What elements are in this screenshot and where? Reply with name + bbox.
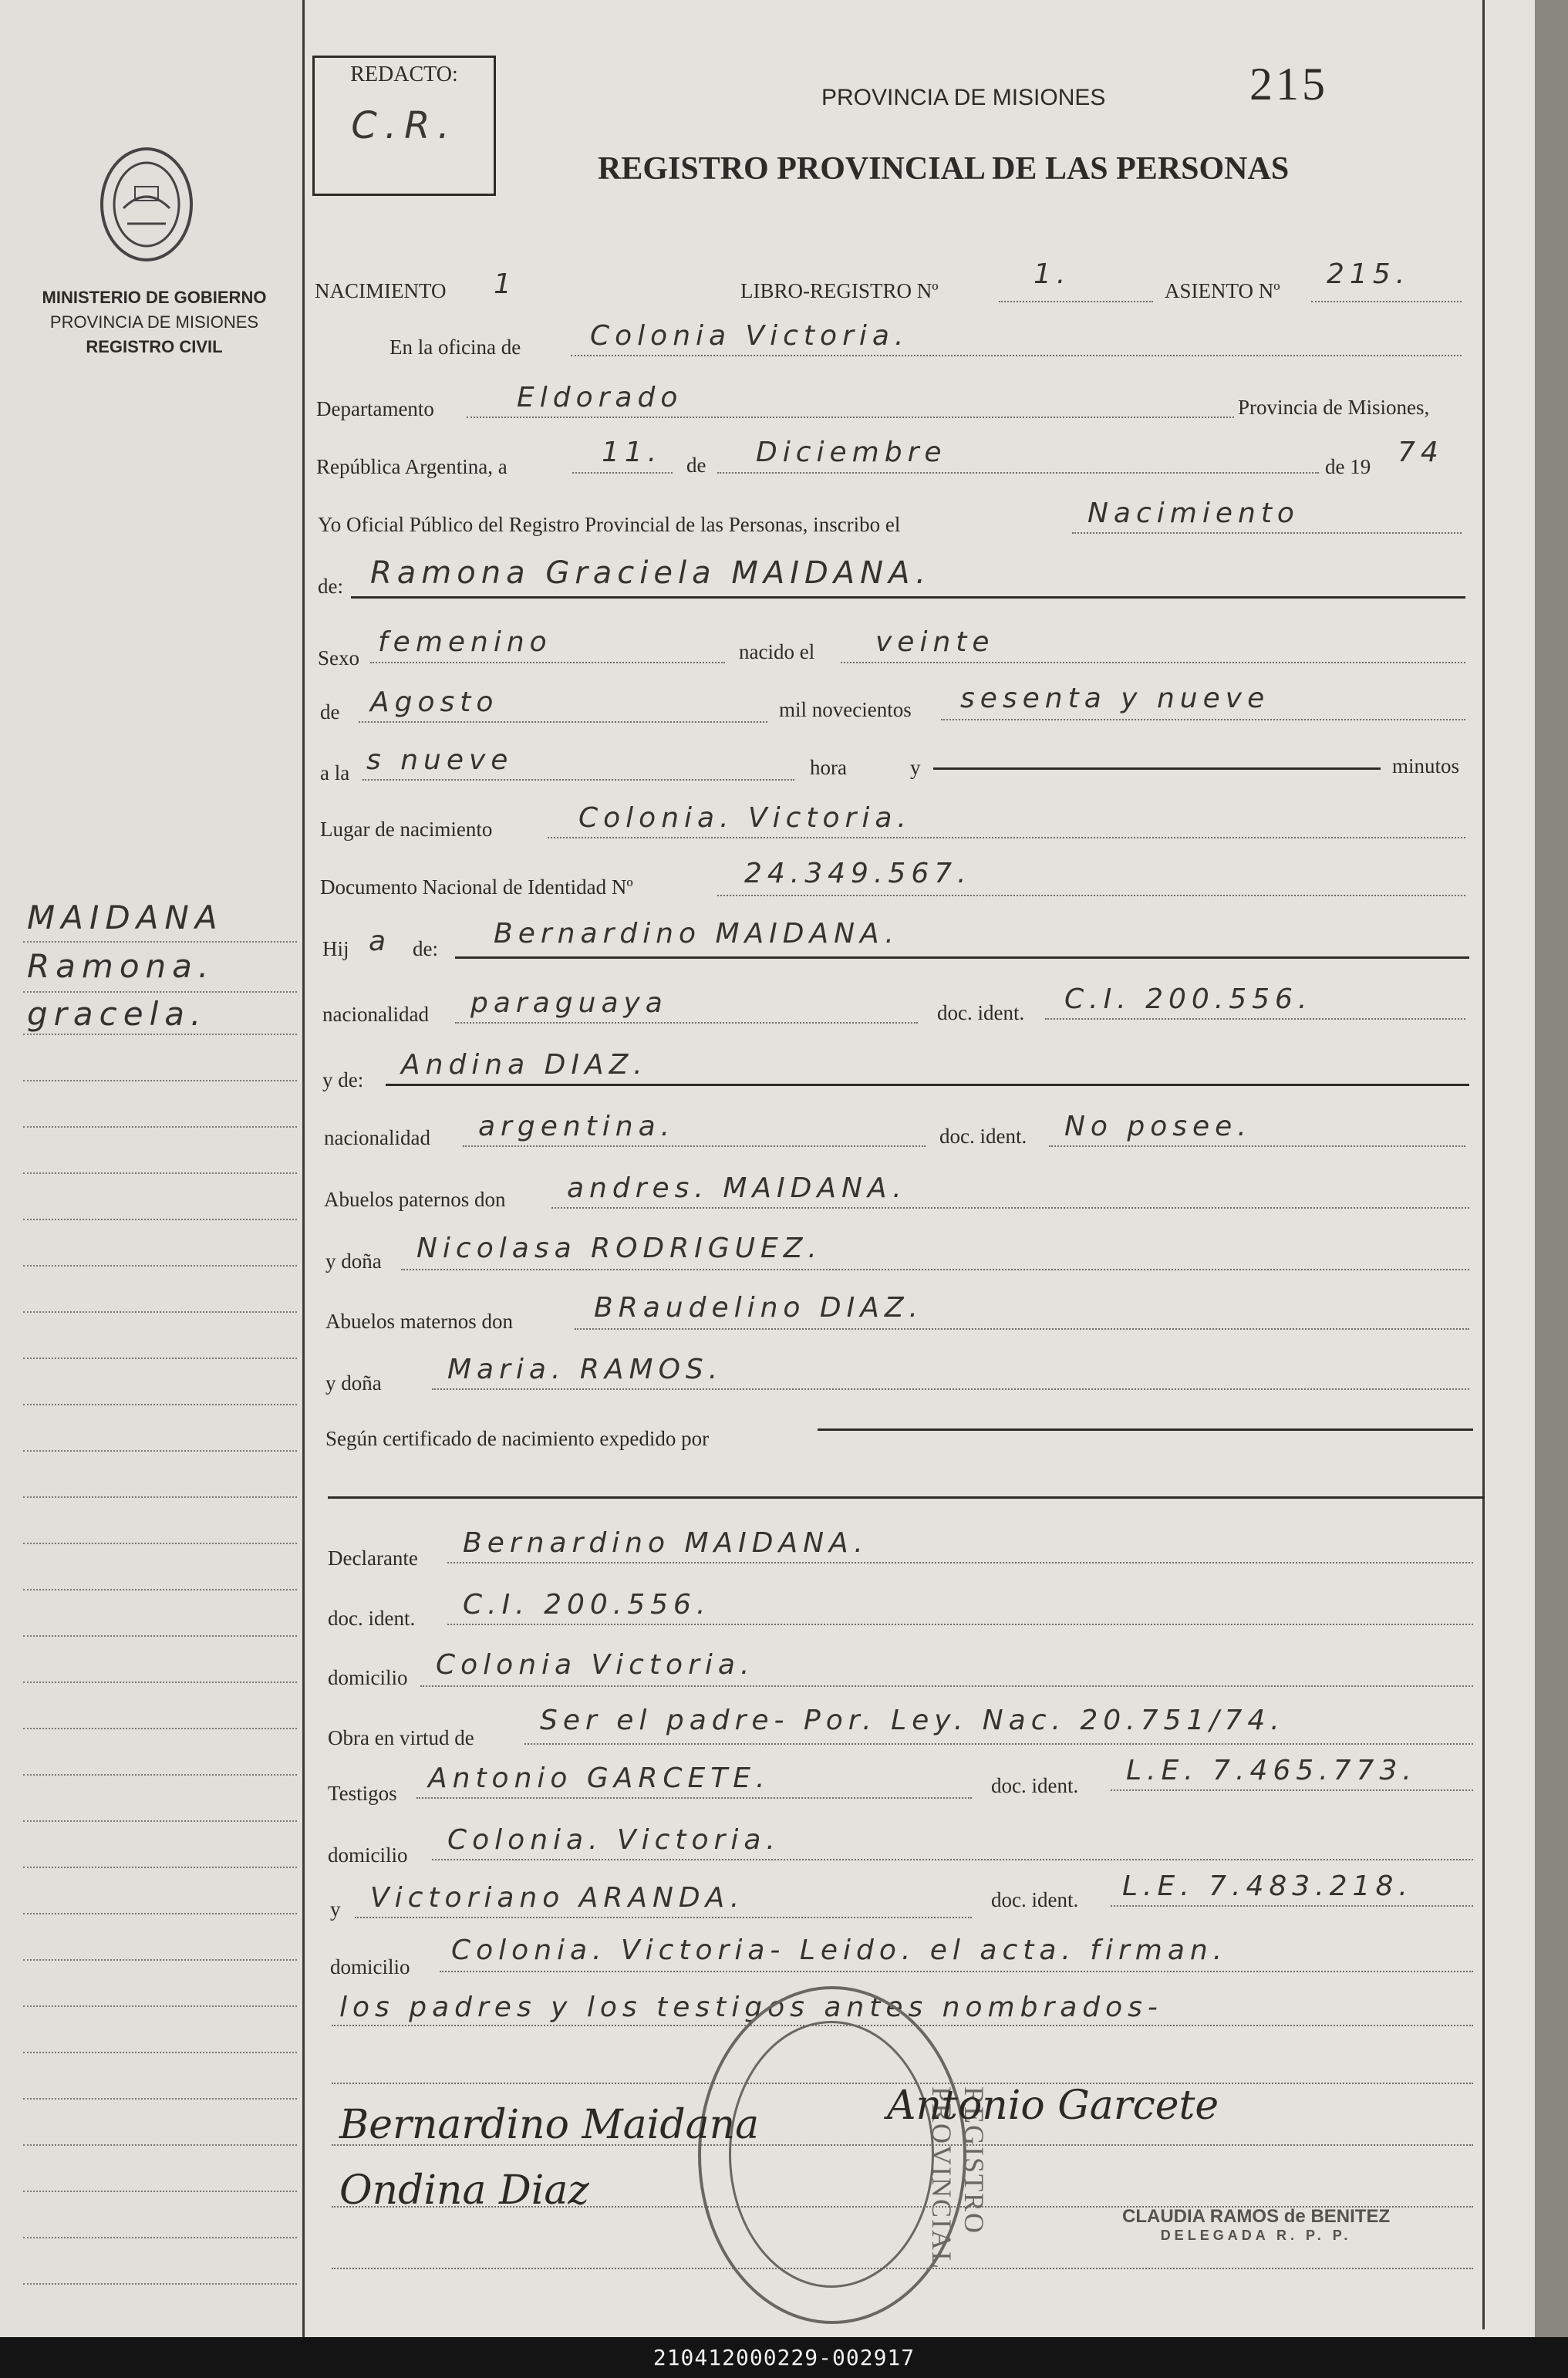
y-testigo2-label: y [330,1897,341,1921]
madre-line [386,1084,1469,1086]
ministry-line-2: PROVINCIA DE MISIONES [49,312,259,332]
margin-line [23,1219,297,1220]
declarante-doc-line [447,1624,1473,1625]
sexo-value: femenino [378,626,552,658]
province-heading: PROVINCIA DE MISIONES [821,85,1106,110]
obra-line [524,1743,1473,1745]
testigos-label: Testigos [328,1782,397,1805]
departamento-label: Departamento [316,397,434,420]
padre-line [455,956,1469,959]
section-divider [328,1496,1485,1499]
margin-line [23,1635,297,1637]
margin-line [23,1820,297,1822]
declarante-line [447,1562,1473,1563]
oficial-text: Yo Oficial Público del Registro Provincial de las Personas, inscribo el [318,513,901,536]
margin-line [23,2191,297,2192]
signature-mother: Ondina Diaz [339,2167,589,2214]
abuela-mat-line [432,1388,1469,1390]
de-nombre-label: de: [318,575,343,598]
republica-label: República Argentina, a [316,455,507,478]
margin-line [23,1080,297,1081]
nombre-line [351,596,1465,599]
signature-father: Bernardino Maidana [339,2102,760,2148]
signature-witness: Antonio Garcete [887,2083,1219,2129]
margin-line [23,1543,297,1544]
provincial-seal-icon [93,139,201,270]
oficina-value: Colonia Victoria. [590,320,909,352]
testigo2-line [355,1917,972,1918]
official-name: CLAUDIA RAMOS de BENITEZ [1122,2206,1391,2227]
abuelos-mat-label: Abuelos maternos don [325,1310,513,1333]
margin-line [23,1589,297,1590]
hij-label: Hij [322,937,349,960]
margin-line [23,2283,297,2285]
margin-middlename: gracela. [27,995,207,1033]
nacimiento-label: NACIMIENTO [315,279,447,302]
abuelo-mat-line [575,1328,1469,1330]
madre-doc-value: No posee. [1064,1111,1252,1142]
margin-line [23,1867,297,1868]
provincia-label: Provincia de Misiones, [1238,396,1430,419]
padre-doc-value: C.I. 200.556. [1064,983,1313,1015]
margin-surname: MAIDANA [27,899,224,936]
margin-line [23,1172,297,1174]
page-number: 215 [1249,59,1328,110]
segun-line [818,1428,1473,1431]
padre-nac-line [455,1022,918,1024]
padre-docid-label: doc. ident. [937,1001,1025,1024]
anio-label: de 19 [1325,455,1371,478]
hora-line [362,779,794,781]
testigo1-docid-label: doc. ident. [991,1774,1079,1797]
official-name-stamp [1122,2206,1390,2244]
declarante-dom-line [420,1685,1473,1687]
sexo-label: Sexo [318,646,359,670]
mes-nac-value: Agosto [370,686,499,718]
dia-line [572,472,673,474]
abuelo-mat-value: BRaudelino DIAZ. [594,1292,923,1324]
margin-line [23,1959,297,1961]
ministry-block [15,285,293,359]
alas-value: s nueve [366,744,514,776]
madre-doc-line [1049,1145,1465,1147]
declarante-dom-value: Colonia Victoria. [436,1649,755,1681]
obra-label: Obra en virtud de [328,1726,474,1749]
departamento-value: Eldorado [517,382,683,413]
margin-line [23,1681,297,1683]
nacido-line [841,662,1465,663]
testigo1-value: Antonio GARCETE. [428,1762,771,1794]
stamp-text: REGISTRO PROVINCIAL [926,2086,990,2271]
abuela-pat-line [401,1269,1469,1270]
inscribo-line [1072,532,1462,534]
libro-value: 1. [1034,258,1071,290]
margin-line [23,1774,297,1776]
hij-suffix: a [369,926,392,957]
cierre-value: los padres y los testigos antes nombrados- [339,1992,1163,2023]
dia-value: 11. [602,437,663,468]
margin-line [23,1311,297,1313]
margin-line [23,1913,297,1914]
asiento-label: ASIENTO Nº [1165,279,1280,302]
footer-code: 210412000229-002917 [652,2345,916,2370]
yde-label: y de: [322,1068,364,1091]
lugar-label: Lugar de nacimiento [320,818,493,841]
margin-line [23,1265,297,1267]
padre-nac-label: nacionalidad [322,1003,429,1026]
ydona-pat-label: y doña [325,1250,382,1273]
margin-line [23,1126,297,1128]
abuelo-pat-value: andres. MAIDANA. [567,1172,907,1204]
testigo1-dom-label: domicilio [328,1843,408,1867]
dni-label: Documento Nacional de Identidad Nº [320,875,633,899]
declarante-label: Declarante [328,1547,418,1570]
dni-value: 24.349.567. [744,858,972,889]
madre-docid-label: doc. ident. [939,1125,1027,1148]
mes-nac-line [359,721,767,723]
testigo2-docid-label: doc. ident. [991,1888,1079,1911]
abuelos-pat-label: Abuelos paternos don [324,1188,506,1211]
abuela-mat-value: Maria. RAMOS. [447,1354,723,1385]
testigo1-dom-line [432,1859,1473,1860]
testigo2-dom-label: domicilio [330,1955,410,1978]
abuelo-pat-line [551,1207,1469,1209]
padre-doc-line [1045,1018,1465,1020]
testigo1-doc-value: L.E. 7.465.773. [1126,1755,1417,1786]
madre-value: Andina DIAZ. [401,1049,648,1081]
declarante-docid-label: doc. ident. [328,1607,416,1630]
margin-line [23,2098,297,2100]
testigo2-doc-value: L.E. 7.483.218. [1122,1870,1413,1902]
margin-line [23,1034,297,1035]
testigo1-doc-line [1111,1789,1473,1791]
de-mes-label: de [320,700,340,724]
hij-de-label: de: [413,937,438,960]
mil-label: mil novecientos [779,698,912,721]
mes-value: Diciembre [756,437,947,468]
registry-title: REGISTRO PROVINCIAL DE LAS PERSONAS [598,151,1290,187]
nacido-label: nacido el [739,640,815,663]
testigo1-dom-value: Colonia. Victoria. [447,1824,781,1856]
margin-line [23,1404,297,1405]
lugar-value: Colonia. Victoria. [578,802,912,834]
libro-label: LIBRO-REGISTRO Nº [740,279,939,302]
declarante-dom-label: domicilio [328,1666,408,1689]
redacto-label: REDACTO: [350,62,458,86]
anio-value: 74 [1398,437,1444,468]
de-label: de [686,454,706,477]
margin-firstname: Ramona. [27,947,215,985]
asiento-line [1311,301,1462,302]
lugar-line [548,837,1465,838]
testigo2-doc-line [1111,1905,1473,1907]
margin-line [23,1728,297,1729]
y-label: y [910,756,921,779]
oficina-label: En la oficina de [389,336,521,359]
testigo1-line [416,1797,972,1799]
padre-nac-value: paraguaya [470,987,668,1019]
minutos-line [933,767,1381,770]
testigo2-dom-value: Colonia. Victoria- Leido. el acta. firman. [451,1934,1228,1966]
nombre-value: Ramona Graciela MAIDANA. [370,555,931,591]
margin-line [23,2237,297,2238]
hora-label: hora [810,756,847,779]
margin-line [23,991,297,993]
anio-nac-line [941,719,1465,720]
nacimiento-value: 1 [494,268,517,300]
dni-line [717,895,1465,896]
ydona-mat-label: y doña [325,1371,382,1395]
alas-label: a la [320,761,350,784]
minutos-label: minutos [1392,754,1460,777]
anio-nac-value: sesenta y nueve [960,683,1270,714]
declarante-value: Bernardino MAIDANA. [463,1527,868,1559]
padre-value: Bernardino MAIDANA. [494,918,899,950]
nacido-value: veinte [875,626,995,658]
margin-line [23,1496,297,1498]
declarante-doc-value: C.I. 200.556. [463,1589,711,1621]
abuela-pat-value: Nicolasa RODRIGUEZ. [416,1233,822,1264]
madre-nac-value: argentina. [478,1111,676,1142]
inscribo-value: Nacimiento [1087,498,1300,529]
ministry-line-3: REGISTRO CIVIL [86,337,223,356]
margin-line [23,2052,297,2053]
madre-nac-label: nacionalidad [324,1126,430,1149]
oficina-line [571,355,1462,356]
redacto-value: C.R. [351,104,457,147]
official-round-stamp-inner [729,2021,934,2288]
departamento-line [467,417,1234,418]
madre-nac-line [463,1145,926,1147]
ministry-line-1: MINISTERIO DE GOBIERNO [42,288,267,307]
margin-line [23,2005,297,2007]
margin-line [23,1358,297,1359]
margin-line [23,2144,297,2146]
sexo-line [370,662,725,663]
testigo2-value: Victoriano ARANDA. [370,1882,745,1914]
margin-line [23,941,297,943]
segun-label: Según certificado de nacimiento expedido por [325,1427,710,1450]
margin-line [23,1450,297,1452]
official-title: DELEGADA R. P. P. [1160,2228,1352,2243]
book-edge [1535,0,1568,2337]
testigo2-dom-line [440,1971,1473,1972]
obra-value: Ser el padre- Por. Ley. Nac. 20.751/74. [540,1705,1285,1736]
libro-line [999,301,1153,302]
asiento-value: 215. [1327,258,1411,290]
mes-line [717,472,1319,474]
redacto-box [312,56,496,196]
